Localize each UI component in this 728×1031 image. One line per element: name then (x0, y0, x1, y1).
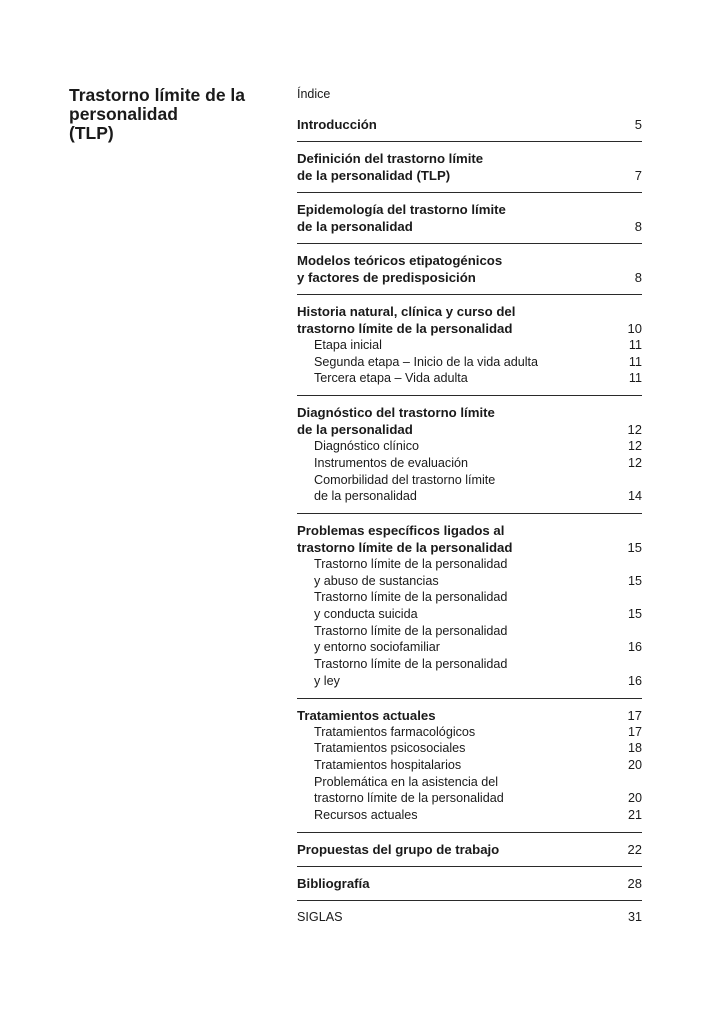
toc-title-text: Introducción (297, 117, 377, 132)
page-number: 11 (628, 354, 642, 369)
page-number: 15 (627, 607, 642, 622)
page-number: 11 (628, 338, 642, 352)
toc-entry-title (297, 841, 642, 858)
toc-line (297, 404, 642, 421)
toc-heading: Índice (297, 87, 331, 101)
toc-entry-title (297, 707, 642, 724)
toc-entry-title (297, 150, 642, 184)
toc-subentry-text: Problemática en la asistencia del (314, 774, 499, 789)
toc-subentry-text: Trastorno límite de la personalidad (314, 590, 508, 605)
table-of-contents (297, 86, 642, 925)
toc-title-text: Propuestas del grupo de trabajo (297, 841, 500, 857)
toc-subentry (297, 740, 642, 757)
toc-line (297, 252, 642, 269)
toc-line (314, 724, 642, 741)
page-number: 8 (634, 270, 642, 285)
toc-subentry-text: Instrumentos de evaluación (314, 455, 469, 470)
page-number: 15 (627, 539, 642, 555)
toc-subentry-text: trastorno límite de la personalidad (314, 791, 504, 806)
page-number: 16 (627, 673, 642, 688)
toc-subentry-text: Recursos actuales (314, 808, 418, 823)
toc-line (314, 354, 642, 371)
toc-subentry-text: y conducta suicida (314, 607, 418, 622)
page-number: 12 (627, 422, 642, 438)
toc-entry-title (297, 875, 642, 892)
toc-entry-title (297, 522, 642, 556)
toc-title-text: Bibliografía (297, 875, 370, 891)
toc-line (297, 167, 642, 184)
toc-line (297, 218, 642, 235)
page-number: 21 (627, 808, 642, 823)
toc-line (314, 606, 642, 623)
toc-entry (297, 252, 642, 286)
toc-subentry (297, 774, 642, 807)
toc-entries (297, 116, 642, 925)
toc-line (297, 522, 642, 539)
toc-entry (297, 522, 642, 690)
toc-subentry (297, 623, 642, 656)
toc-title-text: y factores de predisposición (297, 270, 476, 285)
toc-subentry-text: y entorno sociofamiliar (314, 640, 440, 655)
book-title-line: (TLP) (69, 123, 114, 143)
toc-line (314, 370, 642, 387)
toc-subentry-text: Segunda etapa – Inicio de la vida adulta (314, 354, 539, 369)
page-number: 17 (627, 724, 642, 739)
toc-subentry (297, 807, 642, 824)
toc-subentry (297, 724, 642, 741)
toc-entry (297, 909, 642, 925)
page-number: 7 (634, 168, 642, 183)
toc-title-text: Historia natural, clínica y curso del (297, 304, 516, 319)
toc-title-text: Epidemología del trastorno límite (297, 202, 506, 217)
toc-separator (297, 866, 642, 867)
toc-subentry (297, 589, 642, 622)
toc-subentry-text: Tratamientos psicosociales (314, 741, 466, 756)
toc-subentry-text: de la personalidad (314, 489, 417, 504)
toc-line (314, 807, 642, 824)
page-number: 11 (628, 371, 642, 386)
book-title (69, 86, 284, 143)
toc-subentry-text: Tratamientos hospitalarios (314, 757, 462, 772)
toc-line (314, 790, 642, 807)
toc-line (314, 589, 642, 606)
toc-line (297, 707, 642, 724)
toc-line (314, 623, 642, 640)
page-number: 18 (627, 741, 642, 756)
toc-line (314, 556, 642, 573)
toc-subentry-text: Diagnóstico clínico (314, 439, 419, 454)
page-number: 31 (627, 909, 642, 924)
toc-title-text: de la personalidad (297, 219, 413, 234)
toc-entry-title (297, 303, 642, 337)
toc-entry (297, 201, 642, 235)
book-title-line: personalidad (69, 104, 178, 124)
toc-line (314, 488, 642, 505)
toc-subentry (297, 370, 642, 387)
toc-line (297, 201, 642, 218)
toc-title-text: Definición del trastorno límite (297, 151, 484, 166)
toc-line (297, 269, 642, 286)
toc-line (314, 673, 642, 690)
toc-subentry-text: Etapa inicial (314, 338, 382, 352)
toc-title-text: Diagnóstico del trastorno límite (297, 405, 495, 421)
toc-subentry-text: Tratamientos farmacológicos (314, 724, 476, 739)
toc-subentry-text: y ley (314, 673, 340, 688)
toc-subentry-text: Trastorno límite de la personalidad (314, 657, 508, 672)
toc-subentry (297, 472, 642, 505)
toc-line (314, 573, 642, 590)
page-number: 20 (627, 757, 642, 772)
toc-entry (297, 150, 642, 184)
toc-line (314, 774, 642, 791)
toc-subentry (297, 354, 642, 371)
page-number: 10 (627, 321, 642, 336)
toc-title-text: trastorno límite de la personalidad (297, 321, 513, 336)
page-number: 14 (627, 489, 642, 504)
toc-entry (297, 116, 642, 133)
page-number: 16 (627, 640, 642, 655)
toc-separator (297, 192, 642, 193)
toc-subentry-text: Trastorno límite de la personalidad (314, 556, 508, 571)
toc-title-text: de la personalidad (297, 422, 413, 438)
toc-separator (297, 294, 642, 295)
toc-entry (297, 404, 642, 505)
toc-entry-title (297, 252, 642, 286)
toc-entry (297, 841, 642, 858)
page-number: 22 (627, 841, 642, 857)
toc-entry (297, 707, 642, 824)
toc-separator (297, 832, 642, 833)
toc-title-text: SIGLAS (297, 909, 343, 924)
toc-separator (297, 395, 642, 396)
toc-subentry-text: y abuso de sustancias (314, 573, 439, 588)
book-title-line: Trastorno límite de la (69, 85, 246, 105)
toc-subentry-text: Comorbilidad del trastorno límite (314, 472, 496, 487)
toc-line (297, 841, 642, 858)
toc-entry-title (297, 404, 642, 438)
page-number: 28 (627, 875, 642, 891)
toc-separator (297, 243, 642, 244)
toc-line (314, 639, 642, 656)
toc-separator (297, 141, 642, 142)
page-number: 20 (627, 791, 642, 806)
toc-line (297, 303, 642, 320)
page-number: 12 (627, 455, 642, 470)
toc-line (314, 740, 642, 757)
page-number: 8 (634, 219, 642, 234)
toc-line (297, 116, 642, 133)
toc-title-text: Tratamientos actuales (297, 707, 436, 723)
toc-separator (297, 900, 642, 901)
toc-subentry (297, 556, 642, 589)
toc-line (314, 656, 642, 673)
toc-title-text: Modelos teóricos etipatogénicos (297, 253, 503, 268)
page-number: 12 (627, 439, 642, 454)
toc-line (314, 472, 642, 489)
toc-line (297, 539, 642, 556)
toc-line (314, 455, 642, 472)
toc-line (314, 438, 642, 455)
toc-subentry (297, 438, 642, 455)
toc-subentry (297, 455, 642, 472)
toc-entry-title (297, 116, 642, 133)
toc-subentry (297, 656, 642, 689)
toc-entry (297, 303, 642, 387)
toc-title-text: de la personalidad (TLP) (297, 168, 451, 183)
toc-entry-title (297, 201, 642, 235)
toc-line (297, 909, 642, 925)
page-number: 15 (627, 573, 642, 588)
toc-line (297, 421, 642, 438)
toc-subentry (297, 757, 642, 774)
toc-entry-title (297, 909, 642, 925)
toc-line (314, 337, 642, 354)
toc-title-text: trastorno límite de la personalidad (297, 539, 513, 555)
toc-subentry-text: Tercera etapa – Vida adulta (314, 371, 468, 386)
toc-title-text: Problemas específicos ligados al (297, 522, 505, 538)
toc-subentry-text: Trastorno límite de la personalidad (314, 623, 508, 638)
toc-entry (297, 875, 642, 892)
page-number: 17 (627, 707, 642, 723)
toc-line (297, 320, 642, 337)
toc-line (297, 150, 642, 167)
toc-separator (297, 698, 642, 699)
toc-line (314, 757, 642, 774)
toc-subentry (297, 337, 642, 354)
toc-separator (297, 513, 642, 514)
toc-line (297, 875, 642, 892)
page-number: 5 (634, 117, 642, 132)
